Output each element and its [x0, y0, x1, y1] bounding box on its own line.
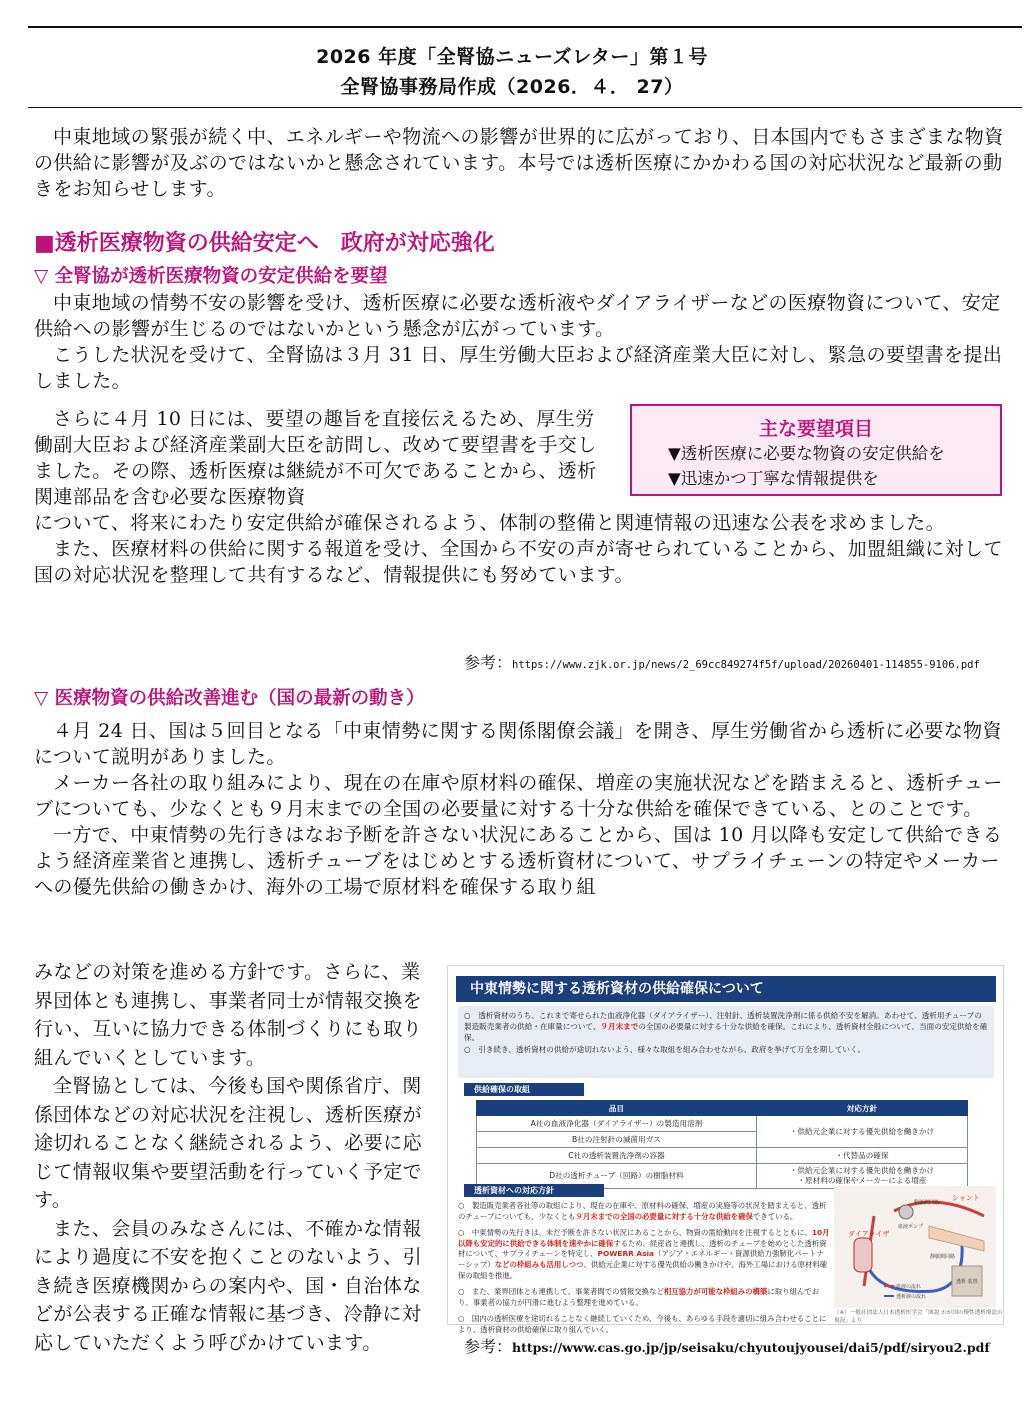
subsection2-paras-b: [34, 958, 424, 1357]
reference-2: 参考：https://www.cas.go.jp/jp/seisaku/chyutoujyousei/dai5/pdf/siryou2.pdf: [464, 1337, 990, 1356]
newsletter-title: 2026 年度「全腎協ニューズレター」第１号: [316, 46, 708, 68]
table-row: A社の血液浄化器（ダイアライザー）の製造用溶剤 ・供給元企業に対する優先供給を働きかけ: [477, 1116, 968, 1132]
callout-item-1: ▼透析医療に必要な物資の安定供給を: [668, 444, 945, 463]
sub1-para4: また、医療材料の供給に関する報道を受け、全国から不安の声が寄せられていることから、加盟組織に対して国の対応状況を整理して共有するなど、情報提供にも努めています。: [34, 538, 1003, 586]
table-row: B社の注射針の滅菌用ガス: [477, 1132, 968, 1148]
table-row: D社の透析チューブ（回路）の樹脂材料 ・供給元企業に対する優先供給を働きかけ ・原材料の確保やメーカーによる増産: [477, 1164, 968, 1189]
label-pump: 血液ポンプ: [898, 1224, 924, 1230]
sub1-para1: 中東地域の情勢不安の影響を受け、透析医療に必要な透析液やダイアライザーなどの医療物資について、安定供給への影響が生じるのではないかという懸念が広がっています。: [34, 292, 1001, 340]
sub1-para3-end: について、将来にわたり安定供給が確保されるよう、体制の整備と関連情報の迅速な公表を求めました。: [34, 512, 946, 534]
table-header-policy: 対応方針: [756, 1101, 967, 1116]
subsection1-para3-start: さらに４月 10 日には、要望の趣旨を直接伝えるため、厚生労働副大臣および経済産業副大臣を訪問し、改めて要望書を手交しました。その際、透析医療は継続が不可欠であることから、透析関連部品を含む必要な医療物資: [34, 408, 597, 508]
section-heading: ■透析医療物資の供給安定へ 政府が対応強化: [34, 231, 495, 256]
slide-title: 中東情勢に関する透析資材の供給確保について: [456, 976, 996, 1002]
legend-blood: 血液の流れ: [896, 1284, 922, 1290]
reference-1: 参考：https://www.zjk.or.jp/news/2_69cc849274f5f/upload/20260401-114855-9106.pdf: [464, 653, 980, 672]
header-rule: [28, 107, 1022, 108]
slide-intro: ○ 透析資材のうち、これまで寄せられた血液浄化器（ダイアライザー）、注射針、透析装置洗浄剤に係る供給不安を解消。あわせて、透析用チューブの製造販売業者の供給・在庫量について、９月末までの全国の必要量に対する十分な供給を確保。これにより、透析資材全般について、当面の安定供給を確保。 ○ 引き続き、透析資材の供給が途切れないよう、様々な取組を組み合わせながら、政府を挙げて万全を期していく。: [458, 1006, 994, 1078]
sub2-para2: メーカー各社の取り組みにより、現在の在庫や原材料の確保、増産の実施状況などを踏まえると、透析チューブについても、少なくとも９月末までの全国の必要量に対する十分な供給を確保できている、とのことです。: [34, 772, 1003, 820]
label-out: 静脈側回路: [930, 1254, 956, 1260]
top-rule: [28, 26, 1022, 28]
dialyzer-shape: [854, 1238, 872, 1272]
reference-1-url[interactable]: https://www.zjk.or.jp/news/2_69cc849274f5f/upload/20260401-114855-9106.pdf: [512, 659, 980, 671]
demands-callout-box: [630, 404, 1002, 496]
reference-2-url[interactable]: https://www.cas.go.jp/jp/seisaku/chyutoujyousei/dai5/pdf/siryou2.pdf: [512, 1340, 990, 1355]
dialysis-circuit-diagram: [834, 1186, 996, 1308]
pump-shape: [899, 1205, 913, 1219]
newsletter-subtitle: 全腎協事務局作成（2026．４． 27）: [340, 76, 684, 98]
subsection-heading-1: ▽ 全腎協が透析医療物資の安定供給を要望: [34, 266, 388, 287]
subsection-heading-2: ▽ 医療物資の供給改善進む（国の最新の動き）: [34, 688, 425, 709]
sub2-para4: 全腎協としては、今後も国や関係省庁、関係団体などの対応状況を注視し、透析医療が途切れることなく継続されるよう、必要に応じて情報収集や要望活動を行っていく予定です。: [34, 1075, 423, 1211]
subsection1-paras-b: [34, 510, 1012, 588]
table-row: C社の透析装置洗浄剤の容器 ・代替品の確保: [477, 1148, 968, 1164]
slide-note: （※）一般社団法人日本透析医学会「図説 わが国の慢性透析療法の現況」より: [834, 1310, 1003, 1324]
legend-dialysate: 透析液の流れ: [896, 1294, 927, 1300]
sub1-para2: こうした状況を受けて、全腎協は３月 31 日、厚生労働大臣および経済産業大臣に対し、緊急の要望書を提出しました。: [34, 344, 1003, 392]
callout-title: 主な要望項目: [758, 418, 873, 440]
intro-paragraph: 中東地域の緊張が続く中、エネルギーや物流への影響が世界的に広がっており、日本国内でもさまざまな物資の供給に影響が及ぶのではないかと懸念されています。本号では透析医療にかかわる国の対応状況など最新の動きをお知らせします。: [34, 126, 1004, 200]
subsection1-paras-a: [34, 290, 1012, 394]
supply-slide-figure: [447, 965, 1004, 1334]
label-machine: 透析 装置: [956, 1279, 978, 1285]
label-in: 動脈側回路: [914, 1200, 940, 1206]
slide-policy-list: ○ 製造販売業者各社等の取組により、現在の在庫や、原材料の確保、増産の実施等の状況を踏まえると、透析のチューブについても、少なくとも９月末までの全国の必要量に対する十分な供給を確保できている。 ○ 中東情勢の先行きは、未だ予断を許さない状況にあることから、物資の需給動向を注視するとともに、10月以降も安定的に供給できる体制を速やかに確保するため、経産省と連携し、透析のチューブを始めとした透析資材について、サプライチェーンを特定し、POWERR Asia（アジア・エネルギー・資源供給力強靭化パートナーシップ）などの枠組みも活用しつつ、供給元企業に対する優先供給の働きかけや、海外工場における原材料確保の取組を推進。 ○ また、業界団体とも連携して、事業者間での情報交換など相互協力が可能な枠組みの構築に取り組んでおり、事業者の協力が円滑に進むよう整理を進めている。 ○ 国内の透析医療を途切れることなく継続していくため、今後も、あらゆる手段を適切に組み合わせることにより、透析資材の供給確保に取り組んでいく。: [458, 1201, 830, 1334]
callout-item-2: ▼迅速かつ丁寧な情報提供を: [668, 469, 879, 488]
slide-tag-supply: 供給確保の取組: [464, 1083, 584, 1096]
label-shunt: シャント: [952, 1194, 980, 1202]
supply-table: [476, 1100, 968, 1189]
sub2-para1: ４月 24 日、国は５回目となる「中東情勢に関する関係閣僚会議」を開き、厚生労働省から透析に必要な物資について説明がありました。: [34, 720, 1002, 768]
sub2-para3-end: みなどの対策を進める方針です。さらに、業界団体とも連携し、事業者同士が情報交換を行い、互いに協力できる体制づくりにも取り組んでいくとしています。: [34, 961, 423, 1069]
subsection2-paras-a: [34, 718, 1012, 900]
table-header-item: 品目: [477, 1101, 757, 1116]
sub2-para5: また、会員のみなさんには、不確かな情報により過度に不安を抱くことのないよう、引き続き医療機関からの案内や、国・自治体などが公表する正確な情報に基づき、冷静に対応していただくよう呼びかけています。: [34, 1217, 423, 1354]
sub2-para3-start: 一方で、中東情勢の先行きはなお予断を許さない状況にあることから、国は 10 月以降も安定して供給できるよう経済産業省と連携し、透析チューブをはじめとする透析資材について、サプライチェーンの特定やメーカーへの優先供給の働きかけ、海外の工場で原材料を確保する取り組: [34, 824, 1003, 898]
label-dialyzer: ダイアライザ: [848, 1230, 890, 1238]
slide-tag-policy: 透析資材への対応方針: [464, 1184, 604, 1197]
